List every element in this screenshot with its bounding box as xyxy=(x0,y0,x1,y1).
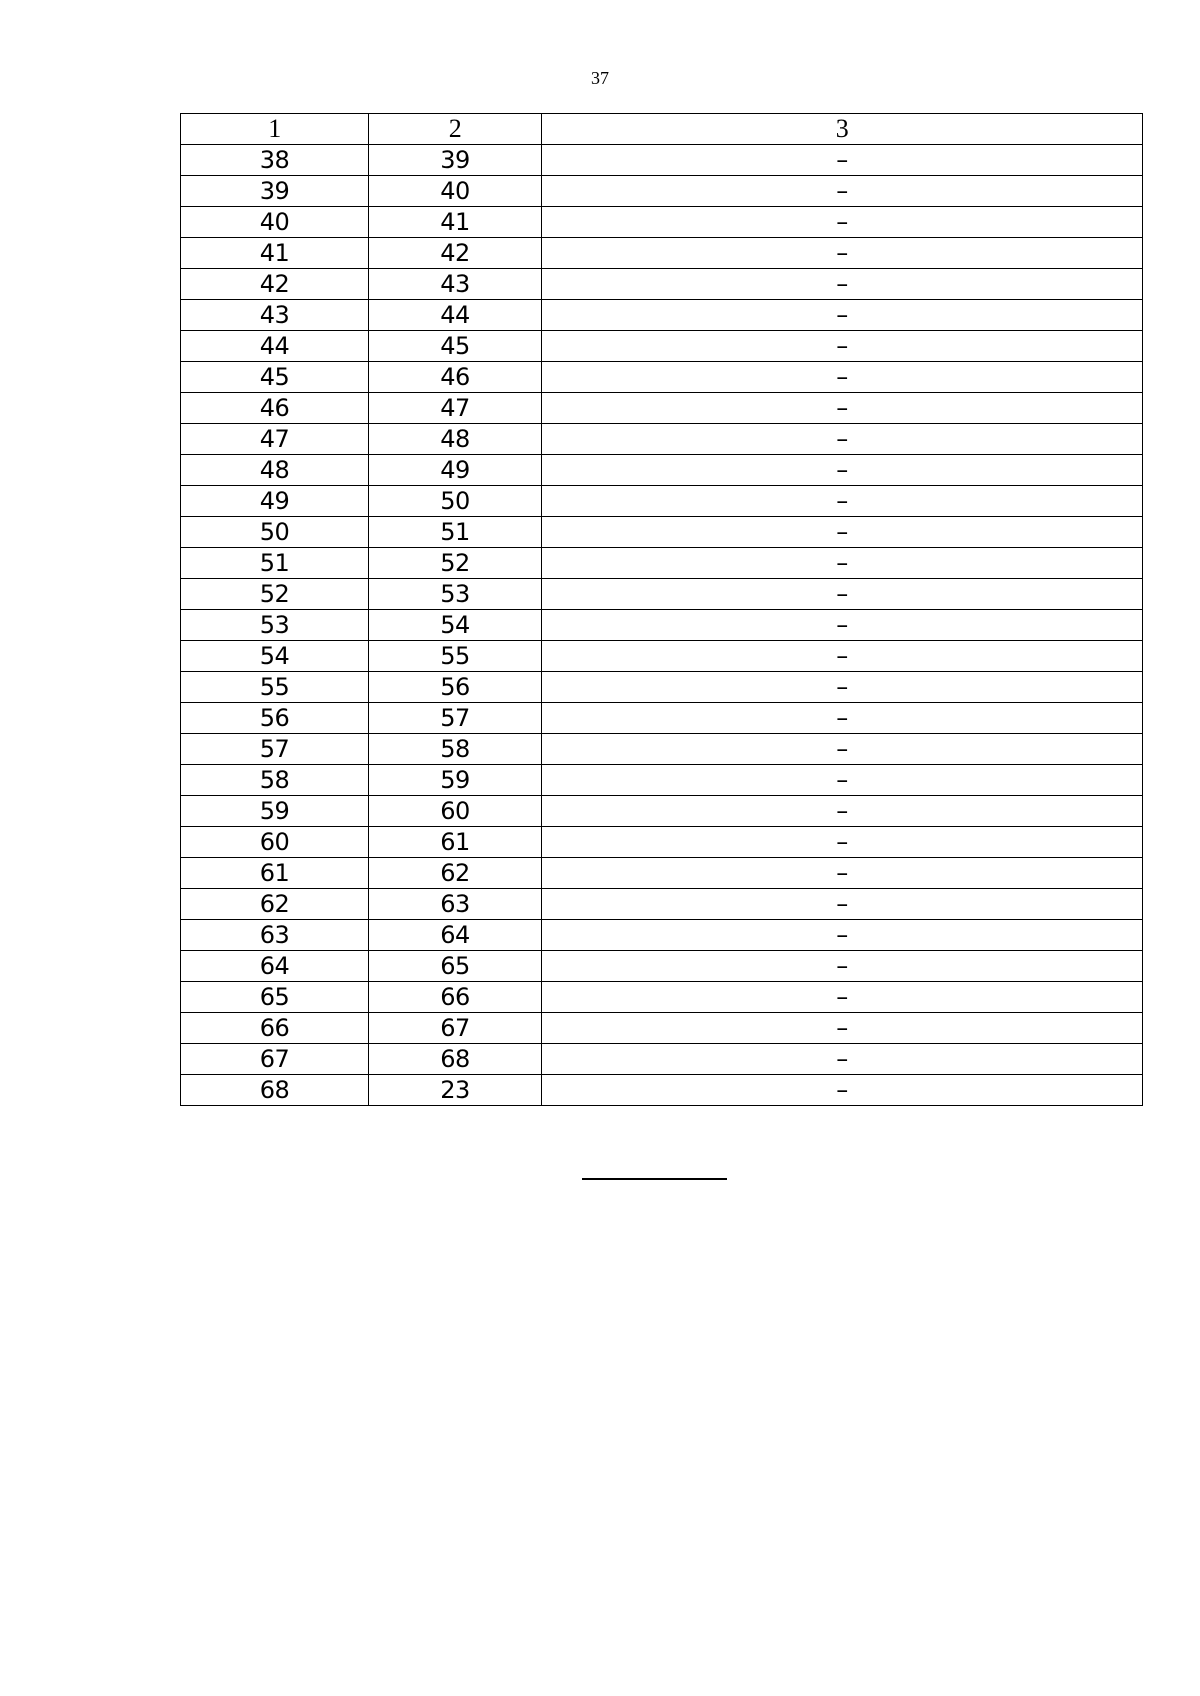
table-cell: – xyxy=(542,579,1143,610)
table-cell: – xyxy=(542,1075,1143,1106)
table-row xyxy=(181,858,1143,889)
table-row xyxy=(181,331,1143,362)
table-cell: 42 xyxy=(181,269,369,300)
table-cell: 40 xyxy=(369,176,542,207)
table-cell: – xyxy=(542,331,1143,362)
table-cell: – xyxy=(542,610,1143,641)
table-header-row xyxy=(181,114,1143,145)
table-cell: – xyxy=(542,362,1143,393)
table-cell: 66 xyxy=(369,982,542,1013)
table-cell: 57 xyxy=(369,703,542,734)
table-cell: 45 xyxy=(369,331,542,362)
table-cell: 43 xyxy=(181,300,369,331)
table-cell: 50 xyxy=(369,486,542,517)
table-cell: 53 xyxy=(369,579,542,610)
table-cell: – xyxy=(542,641,1143,672)
table-cell: – xyxy=(542,517,1143,548)
table-row xyxy=(181,486,1143,517)
table-row xyxy=(181,517,1143,548)
end-divider xyxy=(582,1178,727,1180)
table-cell: – xyxy=(542,672,1143,703)
table-cell: 44 xyxy=(181,331,369,362)
table-row xyxy=(181,176,1143,207)
table-cell: 42 xyxy=(369,238,542,269)
table-cell: – xyxy=(542,982,1143,1013)
table-cell: 56 xyxy=(369,672,542,703)
table-cell: – xyxy=(542,300,1143,331)
table-cell: 50 xyxy=(181,517,369,548)
table-cell: – xyxy=(542,858,1143,889)
table-cell: – xyxy=(542,393,1143,424)
table-row xyxy=(181,796,1143,827)
table-cell: – xyxy=(542,796,1143,827)
table-cell: 41 xyxy=(181,238,369,269)
table-row xyxy=(181,734,1143,765)
table-row xyxy=(181,145,1143,176)
table-cell: – xyxy=(542,455,1143,486)
table-cell: 59 xyxy=(369,765,542,796)
table-cell: 64 xyxy=(181,951,369,982)
table-cell: – xyxy=(542,269,1143,300)
table-row xyxy=(181,982,1143,1013)
table-cell: 39 xyxy=(369,145,542,176)
table-cell: 47 xyxy=(181,424,369,455)
table-row xyxy=(181,238,1143,269)
table-cell: 55 xyxy=(181,672,369,703)
table-cell: 51 xyxy=(369,517,542,548)
table-cell: 43 xyxy=(369,269,542,300)
table-cell: 62 xyxy=(369,858,542,889)
table-cell: – xyxy=(542,734,1143,765)
table-cell: 59 xyxy=(181,796,369,827)
table-cell: – xyxy=(542,1044,1143,1075)
table-cell: 49 xyxy=(369,455,542,486)
table-row xyxy=(181,827,1143,858)
table-row xyxy=(181,393,1143,424)
table-row xyxy=(181,362,1143,393)
table-cell: 55 xyxy=(369,641,542,672)
table-cell: 60 xyxy=(369,796,542,827)
table-cell: 58 xyxy=(369,734,542,765)
column-header: 2 xyxy=(369,114,542,145)
table-cell: – xyxy=(542,238,1143,269)
table-cell: 56 xyxy=(181,703,369,734)
table-cell: – xyxy=(542,703,1143,734)
table-cell: 61 xyxy=(369,827,542,858)
table-cell: – xyxy=(542,827,1143,858)
table-cell: 23 xyxy=(369,1075,542,1106)
table-cell: 68 xyxy=(369,1044,542,1075)
table-row xyxy=(181,1044,1143,1075)
table-cell: – xyxy=(542,176,1143,207)
table-cell: 57 xyxy=(181,734,369,765)
table-cell: – xyxy=(542,207,1143,238)
table-cell: 63 xyxy=(181,920,369,951)
table-cell: 63 xyxy=(369,889,542,920)
table-cell: – xyxy=(542,765,1143,796)
table-cell: 48 xyxy=(369,424,542,455)
table-row xyxy=(181,548,1143,579)
table-cell: 64 xyxy=(369,920,542,951)
table-cell: 45 xyxy=(181,362,369,393)
table-cell: 67 xyxy=(369,1013,542,1044)
table-row xyxy=(181,920,1143,951)
table-row xyxy=(181,703,1143,734)
table-cell: – xyxy=(542,920,1143,951)
table-cell: 41 xyxy=(369,207,542,238)
table-row xyxy=(181,641,1143,672)
table-cell: 65 xyxy=(181,982,369,1013)
table-cell: 49 xyxy=(181,486,369,517)
table-cell: 38 xyxy=(181,145,369,176)
table-cell: 60 xyxy=(181,827,369,858)
table-cell: 68 xyxy=(181,1075,369,1106)
table-row xyxy=(181,579,1143,610)
table-row xyxy=(181,455,1143,486)
table-cell: 52 xyxy=(181,579,369,610)
table-cell: 67 xyxy=(181,1044,369,1075)
table-cell: 62 xyxy=(181,889,369,920)
table-cell: – xyxy=(542,1013,1143,1044)
table-row xyxy=(181,424,1143,455)
table-cell: – xyxy=(542,145,1143,176)
table-cell: 54 xyxy=(181,641,369,672)
table-cell: – xyxy=(542,424,1143,455)
table-row xyxy=(181,1013,1143,1044)
table-cell: 61 xyxy=(181,858,369,889)
table-cell: 65 xyxy=(369,951,542,982)
table-cell: – xyxy=(542,889,1143,920)
table-cell: 54 xyxy=(369,610,542,641)
table-cell: 46 xyxy=(181,393,369,424)
page-number: 37 xyxy=(591,68,609,88)
column-header: 3 xyxy=(542,114,1143,145)
table-cell: 44 xyxy=(369,300,542,331)
table-cell: 58 xyxy=(181,765,369,796)
column-header: 1 xyxy=(181,114,369,145)
table-cell: – xyxy=(542,548,1143,579)
table-cell: 53 xyxy=(181,610,369,641)
table-cell: 48 xyxy=(181,455,369,486)
table-cell: 66 xyxy=(181,1013,369,1044)
table-row xyxy=(181,207,1143,238)
table-row xyxy=(181,889,1143,920)
data-table xyxy=(180,113,1143,1106)
table-cell: – xyxy=(542,486,1143,517)
table-cell: 40 xyxy=(181,207,369,238)
table-row xyxy=(181,672,1143,703)
table-row xyxy=(181,610,1143,641)
table-row xyxy=(181,1075,1143,1106)
table-cell: 47 xyxy=(369,393,542,424)
table-cell: 46 xyxy=(369,362,542,393)
table-cell: 52 xyxy=(369,548,542,579)
table-row xyxy=(181,951,1143,982)
table-body xyxy=(181,145,1143,1106)
table-cell: 39 xyxy=(181,176,369,207)
table-cell: – xyxy=(542,951,1143,982)
table-header xyxy=(181,114,1143,145)
table-row xyxy=(181,765,1143,796)
table-cell: 51 xyxy=(181,548,369,579)
table-row xyxy=(181,300,1143,331)
table-row xyxy=(181,269,1143,300)
